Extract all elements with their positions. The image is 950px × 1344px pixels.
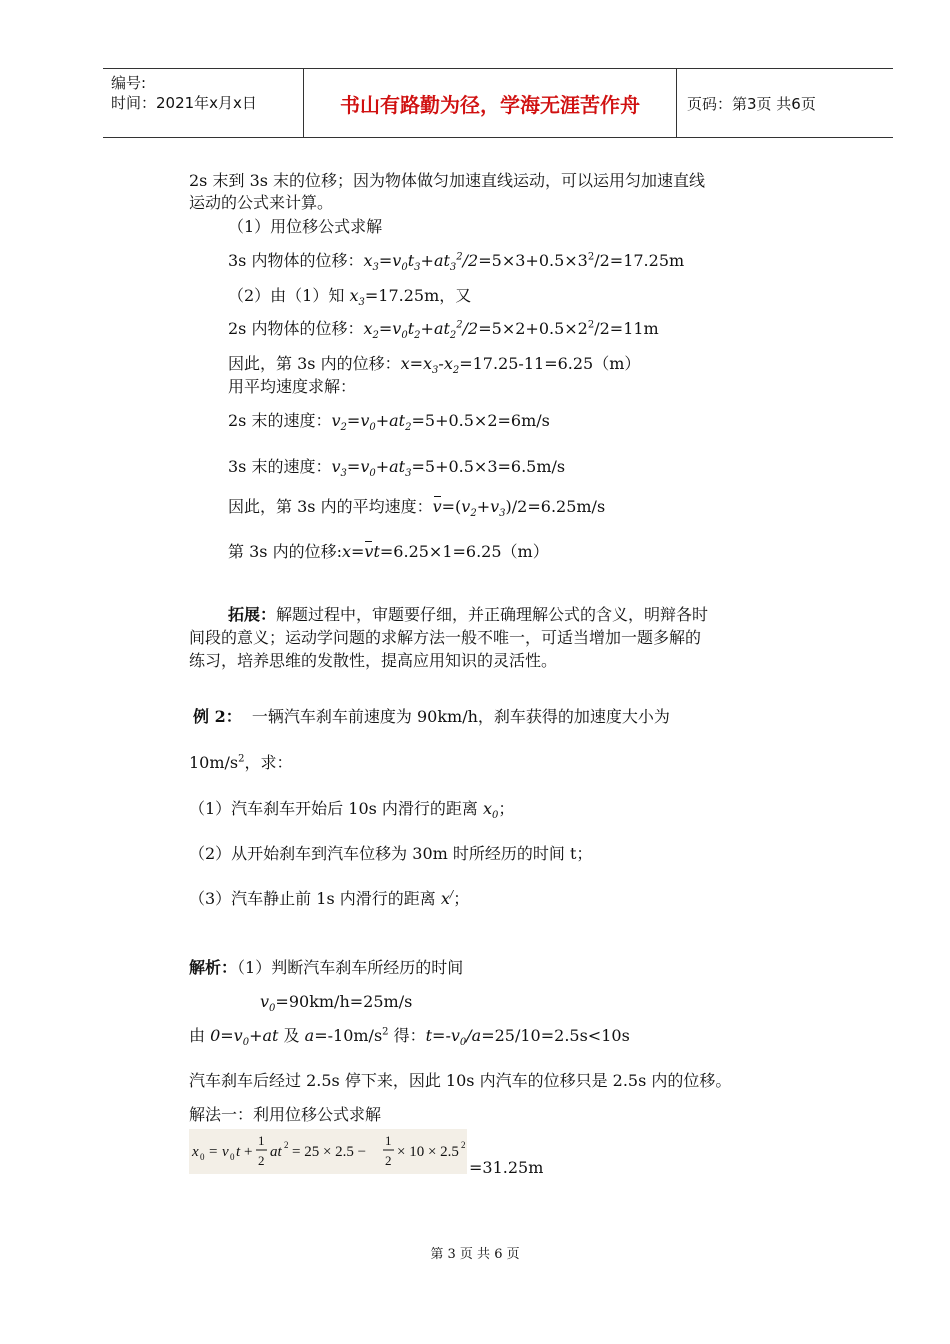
equation-line: （2）由（1）知 $x_3=17.25m$，又 [228,286,472,309]
svg-text:v: v [222,1144,229,1160]
svg-text:× 10 × 2.5: × 10 × 2.5 [397,1144,459,1160]
svg-text:=: = [209,1144,218,1160]
equation-line: 3s 内物体的位移：$x_3=v_0t_3+at_3^2/2=5\times 3+0.5\times 3^2/2=17.25m$ [228,251,685,274]
svg-text:2: 2 [461,1140,466,1150]
svg-text:1: 1 [258,1133,265,1148]
text-line: 运动的公式来计算。 [189,193,334,212]
svg-text:at: at [270,1144,282,1160]
text-line: 用平均速度求解： [228,377,357,396]
equation-line: 2s 内物体的位移：$x_2=v_0t_2+at_2^2/2=5\times 2+0.5\times 2^2/2=11m$ [228,319,659,342]
svg-text:0: 0 [200,1152,205,1162]
average-velocity-symbol: v [432,497,442,516]
svg-text:2: 2 [258,1153,265,1168]
text-line: 解法一：利用位移公式求解 [189,1105,382,1124]
text-line: 间段的意义；运动学问题的求解方法一般不唯一，可适当增加一题多解的 [189,628,702,647]
displacement-formula-image [189,1129,467,1174]
svg-text:+: + [244,1144,253,1160]
svg-text:x: x [192,1144,199,1160]
text-line: 练习，培养思维的发散性，提高应用知识的灵活性。 [189,651,558,670]
page-header [103,68,893,138]
header-number: 编号: [111,74,147,92]
svg-text:2: 2 [385,1153,392,1168]
equation-line: 第 3s 内的位移:x=vt=6.25×1=6.25（m） [228,542,549,561]
formula-result: =31.25m [469,1158,544,1177]
question-2: （2）从开始刹车到汽车位移为 30m 时所经历的时间 t； [189,844,593,863]
header-page-info: 页码：第3页 共6页 [687,94,816,113]
equation-line: 2s 末的速度：$v_2=v_0+at_2=5+0.5\times 2=6m/s$ [228,411,550,434]
text-line: 2s 末到 3s 末的位移；因为物体做匀加速直线运动，可以运用匀加速直线 [189,171,706,190]
example-heading: 例 2： 一辆汽车刹车前速度为 90km/h，刹车获得的加速度大小为 [193,707,670,726]
text-line: 汽车刹车后经过 2.5s 停下来，因此 10s 内汽车的位移只是 2.5s 内的位移。 [189,1071,732,1090]
svg-text:0: 0 [230,1152,235,1162]
equation-line: 因此，第 3s 内的平均速度：$v=(v_2+v_3)/2=6.25m/s$ [228,497,606,520]
header-motto: 书山有路勤为径，学海无涯苦作舟 [340,92,640,117]
equation-line: $v_0=90km/h=25m/s$ [260,992,413,1015]
header-time: 时间：2021年x月x日 [111,94,257,112]
page-footer: 第 3 页 共 6 页 [430,1247,520,1262]
svg-text:1: 1 [385,1133,392,1148]
solution-heading: 解析：（1）判断汽车刹车所经历的时间 [189,958,464,977]
text-line: $10m/s^2$，求： [189,753,293,772]
equation-line: 由 $0=v_0+at$ 及 $a=-10m/s^2$ 得：$t=-v_0/a=25/10=2.5s<10s$ [189,1026,630,1049]
question-3: （3）汽车静止前 1s 内滑行的距离 x/； [189,889,470,908]
formula-svg [189,1129,467,1174]
equation-line: 3s 末的速度：$v_3=v_0+at_3=5+0.5\times 3=6.5m/s$ [228,457,566,480]
equation-line: 因此，第 3s 内的位移：$x=x_3-x_2=17.25-11=6.25(m)$ [228,354,641,377]
svg-text:t: t [236,1144,241,1160]
question-1: （1）汽车刹车开始后 10s 内滑行的距离 $x_0$； [189,799,515,822]
svg-text:= 25 × 2.5 −: = 25 × 2.5 − [292,1144,367,1160]
extension-paragraph: 拓展：解题过程中，审题要仔细，并正确理解公式的含义，明辩各时 [228,605,709,624]
header-meta [103,69,303,137]
text-line: （1）用位移公式求解 [228,217,383,236]
average-velocity-symbol: v [364,542,374,561]
svg-text:2: 2 [284,1140,289,1150]
